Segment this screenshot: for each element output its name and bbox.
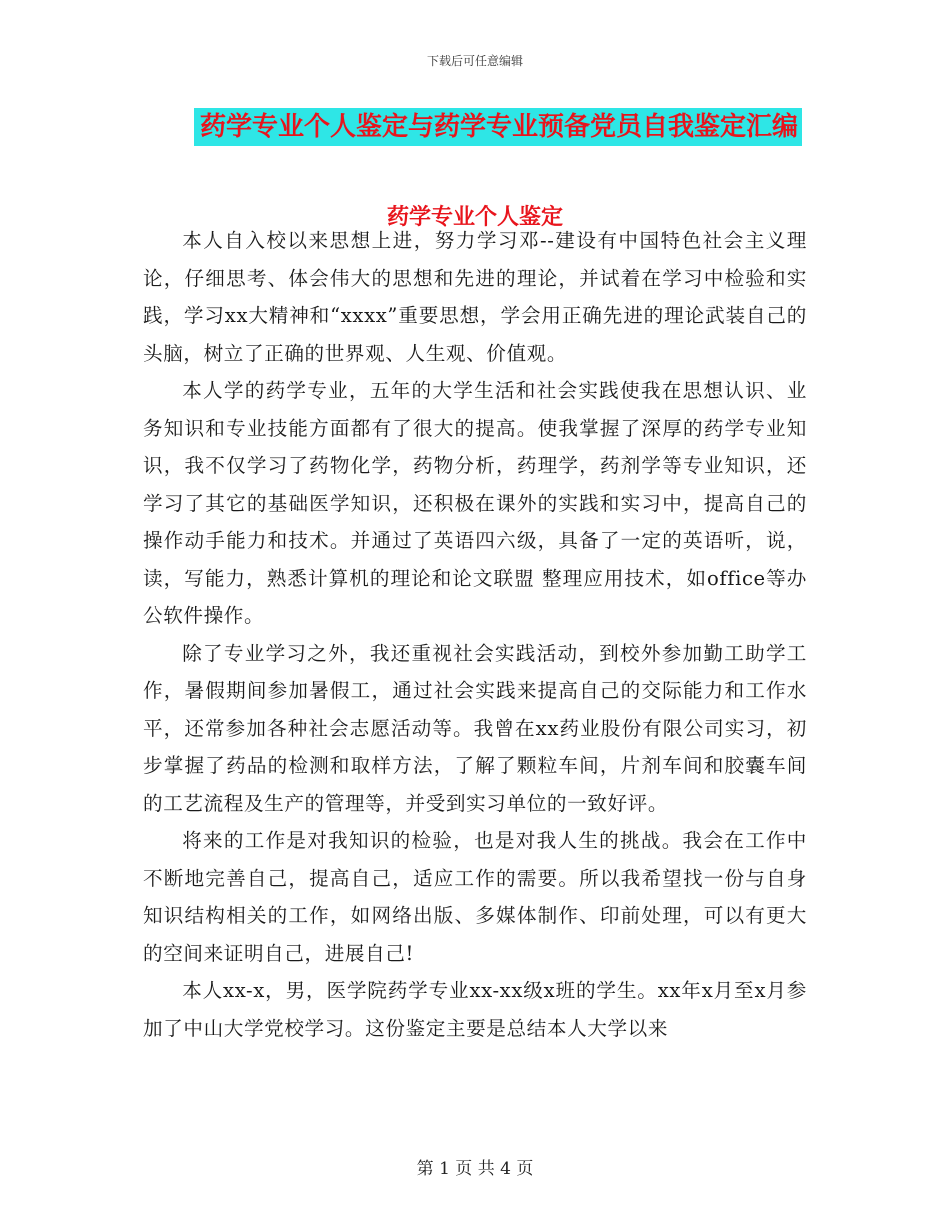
section-title: 药学专业个人鉴定 [386,205,563,230]
paragraph-2: 本人学的药学专业，五年的大学生活和社会实践使我在思想认识、业务知识和专业技能方面都有了很大的提高。使我掌握了深厚的药学专业知识，我不仅学习了药物化学，药物分析，药理学，药剂学等专业知识，还学习了其它的基础医学知识，还积极在课外的实践和实习中，提高自己的操作动手能力和技术。并通过了英语四六级，具备了一定的英语听，说，读，写能力，熟悉计算机的理论和论文联盟 整理应用技术，如office等办公软件操作。 [143,379,807,627]
paragraph-5: 本人xx-x，男，医学院药学专业xx-xx级x班的学生。xx年x月至x月参加了中山大学党校学习。这份鉴定主要是总结本人大学以来 [143,979,807,1040]
paragraph-4: 将来的工作是对我知识的检验，也是对我人生的挑战。我会在工作中不断地完善自己，提高自己，适应工作的需要。所以我希望找一份与自身知识结构相关的工作，如网络出版、多媒体制作、印前处理，可以有更大的空间来证明自己，进展自己! [143,829,807,965]
document-body [143,222,807,1047]
page-footer-indicator: 第 1 页 共 4 页 [416,1159,534,1179]
document-title-container [0,108,950,146]
document-title: 药学专业个人鉴定与药学专业预备党员自我鉴定汇编 [194,108,802,146]
paragraph-1: 本人自入校以来思想上进，努力学习邓--建设有中国特色社会主义理论，仔细思考、体会伟大的思想和先进的理论，并试着在学习中检验和实践，学习xx大精神和“xxxx”重要思想，学会用正确先进的理论武装自己的头脑，树立了正确的世界观、人生观、价值观。 [143,229,807,365]
page-header-note: 下载后可任意编辑 [426,54,523,68]
paragraph-3: 除了专业学习之外，我还重视社会实践活动，到校外参加勤工助学工作，暑假期间参加暑假工，通过社会实践来提高自己的交际能力和工作水平，还常参加各种社会志愿活动等。我曾在xx药业股份有限公司实习，初步掌握了药品的检测和取样方法，了解了颗粒车间，片剂车间和胶囊车间的工艺流程及生产的管理等，并受到实习单位的一致好评。 [143,641,807,815]
